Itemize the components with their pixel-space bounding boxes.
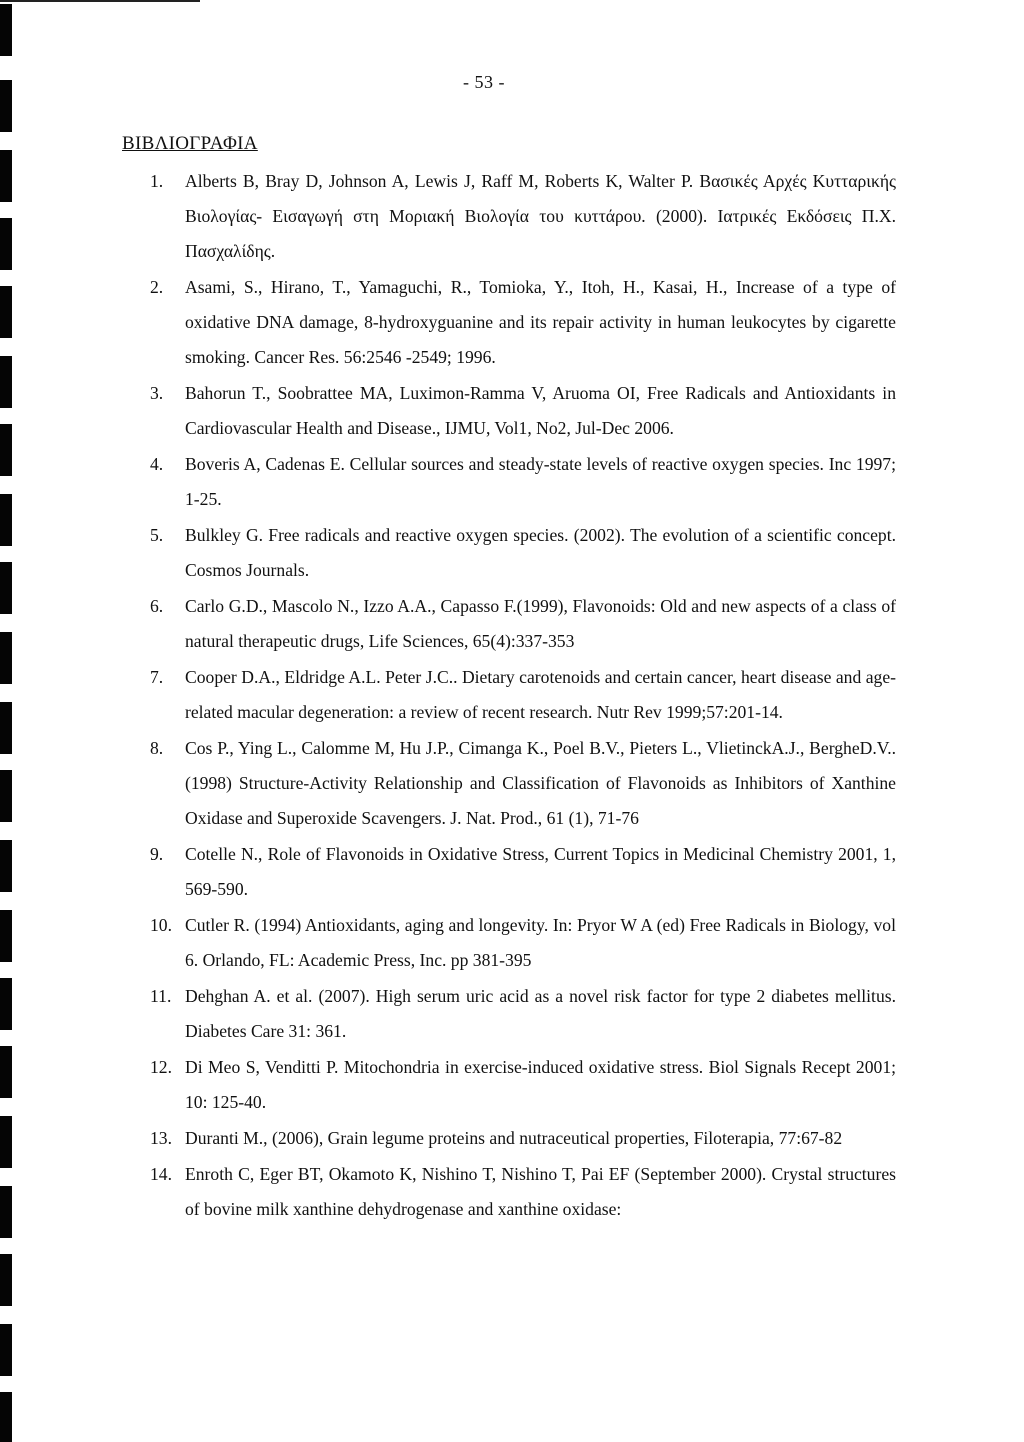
reference-text: Bulkley G. Free radicals and reactive oxygen species. (2002). The evolution of a scientific concept. Cosmos Journals. — [185, 525, 896, 580]
reference-entry — [150, 1121, 896, 1156]
binder-mark — [0, 1254, 12, 1306]
binder-mark — [0, 632, 12, 684]
reference-list — [150, 164, 896, 1228]
reference-text: Boveris A, Cadenas E. Cellular sources and steady-state levels of reactive oxygen species. Inc 1997; 1-25. — [185, 454, 896, 509]
binder-mark — [0, 218, 12, 270]
reference-entry — [150, 731, 896, 836]
reference-entry — [150, 979, 896, 1049]
reference-text: Enroth C, Eger BT, Okamoto K, Nishino T, Nishino T, Pai EF (September 2000). Crystal structures of bovine milk xanthine dehydrogenase and xanthine oxidase: — [185, 1164, 896, 1219]
binder-mark — [0, 840, 12, 892]
binder-mark — [0, 80, 12, 132]
binder-mark — [0, 494, 12, 546]
reference-number: 3. — [150, 383, 164, 403]
binder-mark — [0, 770, 12, 822]
binder-mark — [0, 1392, 12, 1442]
reference-text: Cooper D.A., Eldridge A.L. Peter J.C.. Dietary carotenoids and certain cancer, heart disease and age-related macular degeneration: a review of recent research. Nutr Rev 1999;57:201-14. — [185, 667, 896, 722]
reference-entry — [150, 908, 896, 978]
reference-entry — [150, 1050, 896, 1120]
binder-mark — [0, 150, 12, 202]
reference-number: 4. — [150, 454, 164, 474]
reference-number: 1. — [150, 171, 164, 191]
reference-entry — [150, 164, 896, 269]
reference-text: Asami, S., Hirano, T., Yamaguchi, R., Tomioka, Y., Itoh, H., Kasai, H., Increase of a type of oxidative DNA damage, 8-hydroxyguanine and its repair activity in human leukocytes by cigarette smoking. Cancer Res. 56:2546 -2549; 1996. — [185, 277, 896, 367]
reference-number: 9. — [150, 844, 164, 864]
reference-entry — [150, 447, 896, 517]
bibliography-heading: ΒΙΒΛΙΟΓΡΑΦΙΑ — [122, 133, 258, 154]
reference-text: Di Meo S, Venditti P. Mitochondria in exercise-induced oxidative stress. Biol Signals Recept 2001; 10: 125-40. — [185, 1057, 896, 1112]
reference-entry — [150, 270, 896, 375]
binder-mark — [0, 424, 12, 476]
reference-number: 14. — [150, 1164, 172, 1184]
binder-mark — [0, 978, 12, 1030]
reference-number: 5. — [150, 525, 164, 545]
page-number: - 53 - — [463, 72, 505, 92]
reference-text: Dehghan A. et al. (2007). High serum uric acid as a novel risk factor for type 2 diabetes mellitus. Diabetes Care 31: 361. — [185, 986, 896, 1041]
reference-text: Duranti M., (2006), Grain legume proteins and nutraceutical properties, Filoterapia, 77:67-82 — [185, 1128, 843, 1148]
reference-text: Cotelle N., Role of Flavonoids in Oxidative Stress, Current Topics in Medicinal Chemistry 2001, 1, 569-590. — [185, 844, 896, 899]
reference-number: 13. — [150, 1128, 172, 1148]
reference-text: Cutler R. (1994) Antioxidants, aging and longevity. In: Pryor W A (ed) Free Radicals in Biology, vol 6. Orlando, FL: Academic Press, Inc. pp 381-395 — [185, 915, 896, 970]
binder-mark — [0, 1046, 12, 1098]
reference-entry — [150, 660, 896, 730]
reference-number: 8. — [150, 738, 164, 758]
reference-number: 11. — [150, 986, 172, 1006]
reference-entry — [150, 376, 896, 446]
reference-entry — [150, 1157, 896, 1227]
reference-text: Cos P., Ying L., Calomme M, Hu J.P., Cimanga K., Poel B.V., Pieters L., VlietinckA.J., BergheD.V..(1998) Structure-Activity Relationship and Classification of Flavonoids as Inhibitors of Xanthine Oxidase and Superoxide Scavengers. J. Nat. Prod., 61 (1), 71-76 — [185, 738, 896, 828]
reference-text: Carlo G.D., Mascolo N., Izzo A.A., Capasso F.(1999), Flavonoids: Old and new aspects of a class of natural therapeutic drugs, Life Sciences, 65(4):337-353 — [185, 596, 896, 651]
binder-mark — [0, 4, 12, 56]
reference-entry — [150, 589, 896, 659]
binder-mark — [0, 702, 12, 754]
binder-mark — [0, 1186, 12, 1238]
binder-mark — [0, 562, 12, 614]
reference-number: 7. — [150, 667, 164, 687]
reference-entry — [150, 837, 896, 907]
reference-number: 10. — [150, 915, 172, 935]
binder-mark — [0, 356, 12, 408]
binder-mark — [0, 910, 12, 962]
reference-number: 12. — [150, 1057, 172, 1077]
scan-edge-line — [0, 0, 200, 2]
binder-mark — [0, 1324, 12, 1376]
reference-number: 2. — [150, 277, 164, 297]
reference-text: Bahorun T., Soobrattee MA, Luximon-Ramma V, Aruoma OI, Free Radicals and Antioxidants in Cardiovascular Health and Disease., IJMU, Vol1, No2, Jul-Dec 2006. — [185, 383, 896, 438]
reference-entry — [150, 518, 896, 588]
reference-text: Alberts B, Bray D, Johnson A, Lewis J, Raff M, Roberts K, Walter P. Βασικές Αρχές Κυτταρικής Βιολογίας- Εισαγωγή στη Μοριακή Βιολογία του κυττάρου. (2000). Ιατρικές Εκδόσεις Π.Χ. Πασχαλίδης. — [185, 171, 896, 261]
reference-number: 6. — [150, 596, 164, 616]
binder-mark — [0, 1116, 12, 1168]
binder-mark — [0, 286, 12, 338]
